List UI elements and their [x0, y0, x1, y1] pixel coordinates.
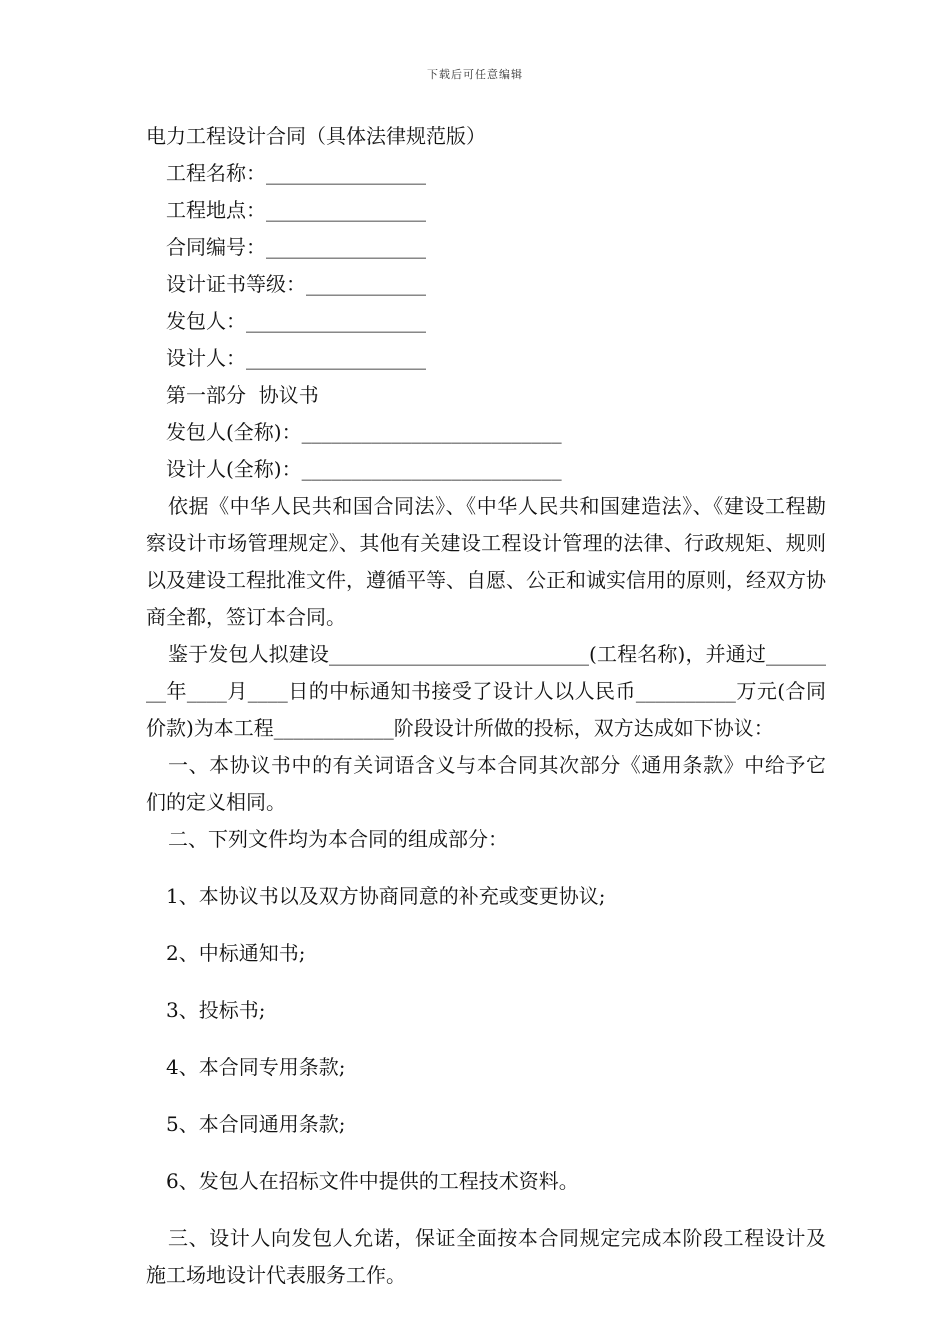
field-project-name: [146, 155, 826, 192]
party-label: 设计人(全称)：: [166, 457, 302, 481]
field-contract-number: [146, 229, 826, 266]
clause-2-item: 3、投标书;: [166, 998, 266, 1022]
clause-2-item: 4、本合同专用条款;: [166, 1055, 346, 1079]
party-blank: __________________________: [301, 420, 562, 444]
contract-document: [146, 118, 826, 1294]
clause-2-item: 5、本合同通用条款;: [166, 1112, 346, 1136]
field-project-location: [146, 192, 826, 229]
field-blank: ____________: [306, 272, 426, 296]
field-designer: [146, 340, 826, 377]
clause-2-item: 6、发包人在招标文件中提供的工程技术资料。: [166, 1169, 579, 1193]
field-label: 设计证书等级：: [166, 272, 306, 296]
clause-3: 三、设计人向发包人允诺，保证全面按本合同规定完成本阶段工程设计及施工场地设计代表服务工作。: [146, 1226, 826, 1287]
party-designer-fullname: [146, 451, 826, 488]
party-blank: __________________________: [301, 457, 562, 481]
clause-1: 一、本协议书中的有关词语含义与本合同其次部分《通用条款》中给予它们的定义相同。: [146, 753, 826, 814]
field-blank: __________________: [246, 346, 426, 370]
header-note: 下载后可任意编辑: [427, 68, 523, 81]
field-blank: ________________: [266, 235, 426, 259]
field-employer: [146, 303, 826, 340]
paragraph-legal-basis: 依据《中华人民共和国合同法》、《中华人民共和国建造法》、《建设工程勘察设计市场管理规定》、其他有关建设工程设计管理的法律、行政规矩、规则以及建设工程批准文件，遵循平等、自愿、公正和诚实信用的原则，经双方协商全都，签订本合同。: [146, 494, 826, 629]
clause-2: 二、下列文件均为本合同的组成部分：: [168, 827, 508, 851]
clause-2-item: 1、本协议书以及双方协商同意的补充或变更协议;: [166, 884, 606, 908]
field-blank: __________________: [246, 309, 426, 333]
field-blank: ________________: [266, 161, 426, 185]
field-label: 合同编号：: [166, 235, 266, 259]
party-label: 发包人(全称)：: [166, 420, 302, 444]
field-blank: ________________: [266, 198, 426, 222]
field-label: 发包人：: [166, 309, 246, 333]
party-employer-fullname: [146, 414, 826, 451]
field-certificate-grade: [146, 266, 826, 303]
document-title: 电力工程设计合同（具体法律规范版）: [146, 124, 486, 148]
field-label: 工程地点：: [166, 198, 266, 222]
field-label: 设计人：: [166, 346, 246, 370]
field-label: 工程名称：: [166, 161, 266, 185]
part-heading: 第一部分 协议书: [166, 383, 319, 407]
paragraph-bid-acceptance: 鉴于发包人拟建设__________________________(工程名称)，并通过________年____月____日的中标通知书接受了设计人以人民币__________万元(合同价款)为本工程____________阶段设计所做的投标，双方达成如下协议：: [146, 642, 826, 740]
clause-2-item: 2、中标通知书;: [166, 941, 306, 965]
